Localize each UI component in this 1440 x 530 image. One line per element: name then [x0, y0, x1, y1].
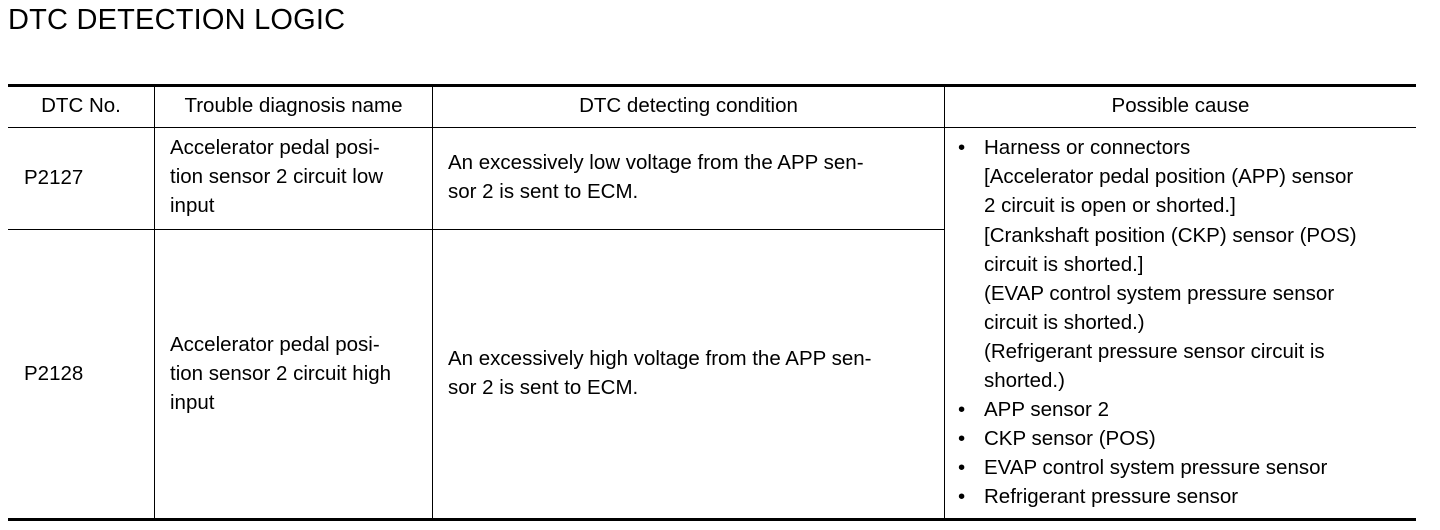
column-divider: [432, 87, 433, 518]
list-item-detail: (EVAP control system pressure sensor: [984, 282, 1335, 305]
bullet-icon: •: [958, 136, 966, 159]
list-item: Harness or connectors: [984, 136, 1191, 159]
dtc-table: [8, 84, 1416, 522]
text-line: input: [170, 194, 215, 217]
page-title: DTC DETECTION LOGIC: [8, 4, 346, 36]
list-item-detail: (Refrigerant pressure sensor circuit is: [984, 340, 1325, 363]
table-top-rule: [8, 84, 1416, 87]
bullet-icon: •: [958, 427, 966, 450]
list-item-detail: circuit is shorted.): [984, 311, 1145, 334]
column-header-dtc-no: DTC No.: [41, 94, 121, 117]
list-item: CKP sensor (POS): [984, 427, 1156, 450]
column-divider: [944, 87, 945, 518]
text-line: tion sensor 2 circuit high: [170, 362, 392, 385]
bullet-icon: •: [958, 398, 966, 421]
table-bottom-rule: [8, 518, 1416, 521]
column-divider: [154, 87, 155, 518]
list-item: EVAP control system pressure sensor: [984, 456, 1328, 479]
column-header-possible-cause: Possible cause: [1111, 94, 1250, 117]
list-item-detail: shorted.): [984, 369, 1065, 392]
column-header-dtc-detecting-condition: DTC detecting condition: [579, 94, 798, 117]
dtc-code: P2128: [24, 362, 84, 385]
text-line: An excessively high voltage from the APP sen-: [448, 347, 872, 370]
list-item: Refrigerant pressure sensor: [984, 485, 1239, 508]
text-line: sor 2 is sent to ECM.: [448, 376, 639, 399]
text-line: Accelerator pedal posi-: [170, 136, 380, 159]
list-item-detail: [Crankshaft position (CKP) sensor (POS): [984, 224, 1357, 247]
list-item-detail: 2 circuit is open or shorted.]: [984, 194, 1236, 217]
text-line: An excessively low voltage from the APP sen-: [448, 151, 864, 174]
dtc-code: P2127: [24, 166, 84, 189]
text-line: tion sensor 2 circuit low: [170, 165, 384, 188]
bullet-icon: •: [958, 485, 966, 508]
column-header-trouble-diagnosis-name: Trouble diagnosis name: [184, 94, 403, 117]
list-item: APP sensor 2: [984, 398, 1109, 421]
header-bottom-rule: [8, 127, 1416, 128]
bullet-icon: •: [958, 456, 966, 479]
text-line: Accelerator pedal posi-: [170, 333, 380, 356]
list-item-detail: [Accelerator pedal position (APP) sensor: [984, 165, 1354, 188]
list-item-detail: circuit is shorted.]: [984, 253, 1144, 276]
text-line: input: [170, 391, 215, 414]
text-line: sor 2 is sent to ECM.: [448, 180, 639, 203]
row-divider: [8, 229, 945, 230]
